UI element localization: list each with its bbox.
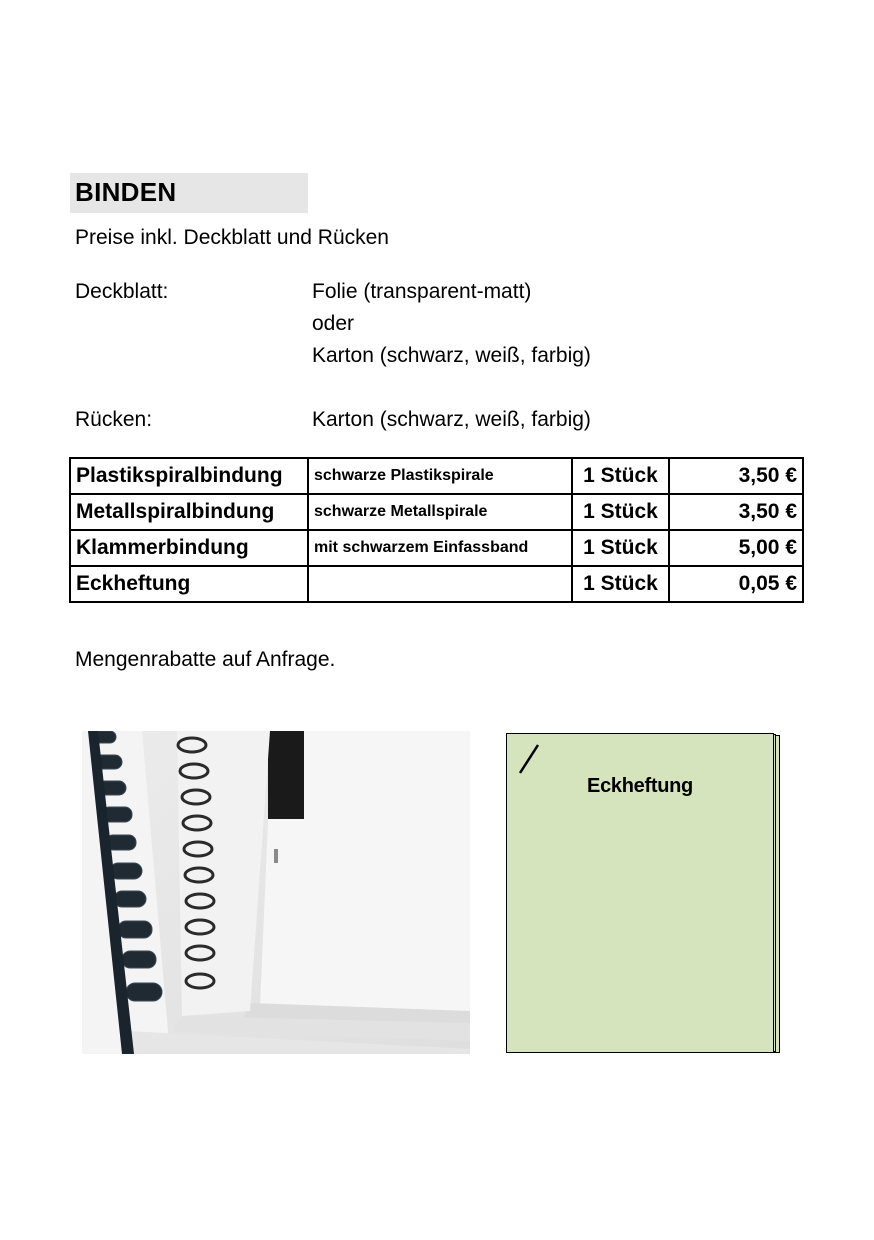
binding-quantity: 1 Stück	[572, 566, 669, 602]
binding-type: Plastikspiralbindung	[70, 458, 308, 494]
back-value: Karton (schwarz, weiß, farbig)	[312, 408, 591, 431]
discount-note: Mengenrabatte auf Anfrage.	[75, 648, 336, 671]
table-row	[70, 458, 803, 494]
binding-description: mit schwarzem Einfassband	[308, 530, 572, 566]
cover-option-1: Folie (transparent-matt)	[312, 280, 532, 303]
binding-type: Eckheftung	[70, 566, 308, 602]
binding-price: 3,50 €	[669, 458, 803, 494]
price-table	[69, 457, 804, 603]
binding-price: 5,00 €	[669, 530, 803, 566]
table-row	[70, 566, 803, 602]
binding-type: Klammerbindung	[70, 530, 308, 566]
binding-quantity: 1 Stück	[572, 458, 669, 494]
binding-price: 3,50 €	[669, 494, 803, 530]
binding-price: 0,05 €	[669, 566, 803, 602]
binding-type: Metallspiralbindung	[70, 494, 308, 530]
illustration-label: Eckheftung	[587, 775, 693, 797]
binding-samples-photo	[82, 731, 470, 1054]
binding-description: schwarze Metallspirale	[308, 494, 572, 530]
back-label: Rücken:	[75, 408, 153, 431]
table-row	[70, 494, 803, 530]
cover-label: Deckblatt:	[75, 280, 169, 303]
section-subtitle: Preise inkl. Deckblatt und Rücken	[75, 226, 389, 249]
binding-description	[308, 566, 572, 602]
cover-or: oder	[312, 312, 355, 335]
staple-icon	[516, 743, 546, 777]
table-row	[70, 530, 803, 566]
section-title: BINDEN	[75, 177, 177, 207]
cover-option-2: Karton (schwarz, weiß, farbig)	[312, 344, 591, 367]
binding-samples-drawing	[82, 731, 470, 1054]
binding-description: schwarze Plastikspirale	[308, 458, 572, 494]
binding-quantity: 1 Stück	[572, 494, 669, 530]
eckheftung-illustration	[506, 733, 782, 1055]
binding-quantity: 1 Stück	[572, 530, 669, 566]
